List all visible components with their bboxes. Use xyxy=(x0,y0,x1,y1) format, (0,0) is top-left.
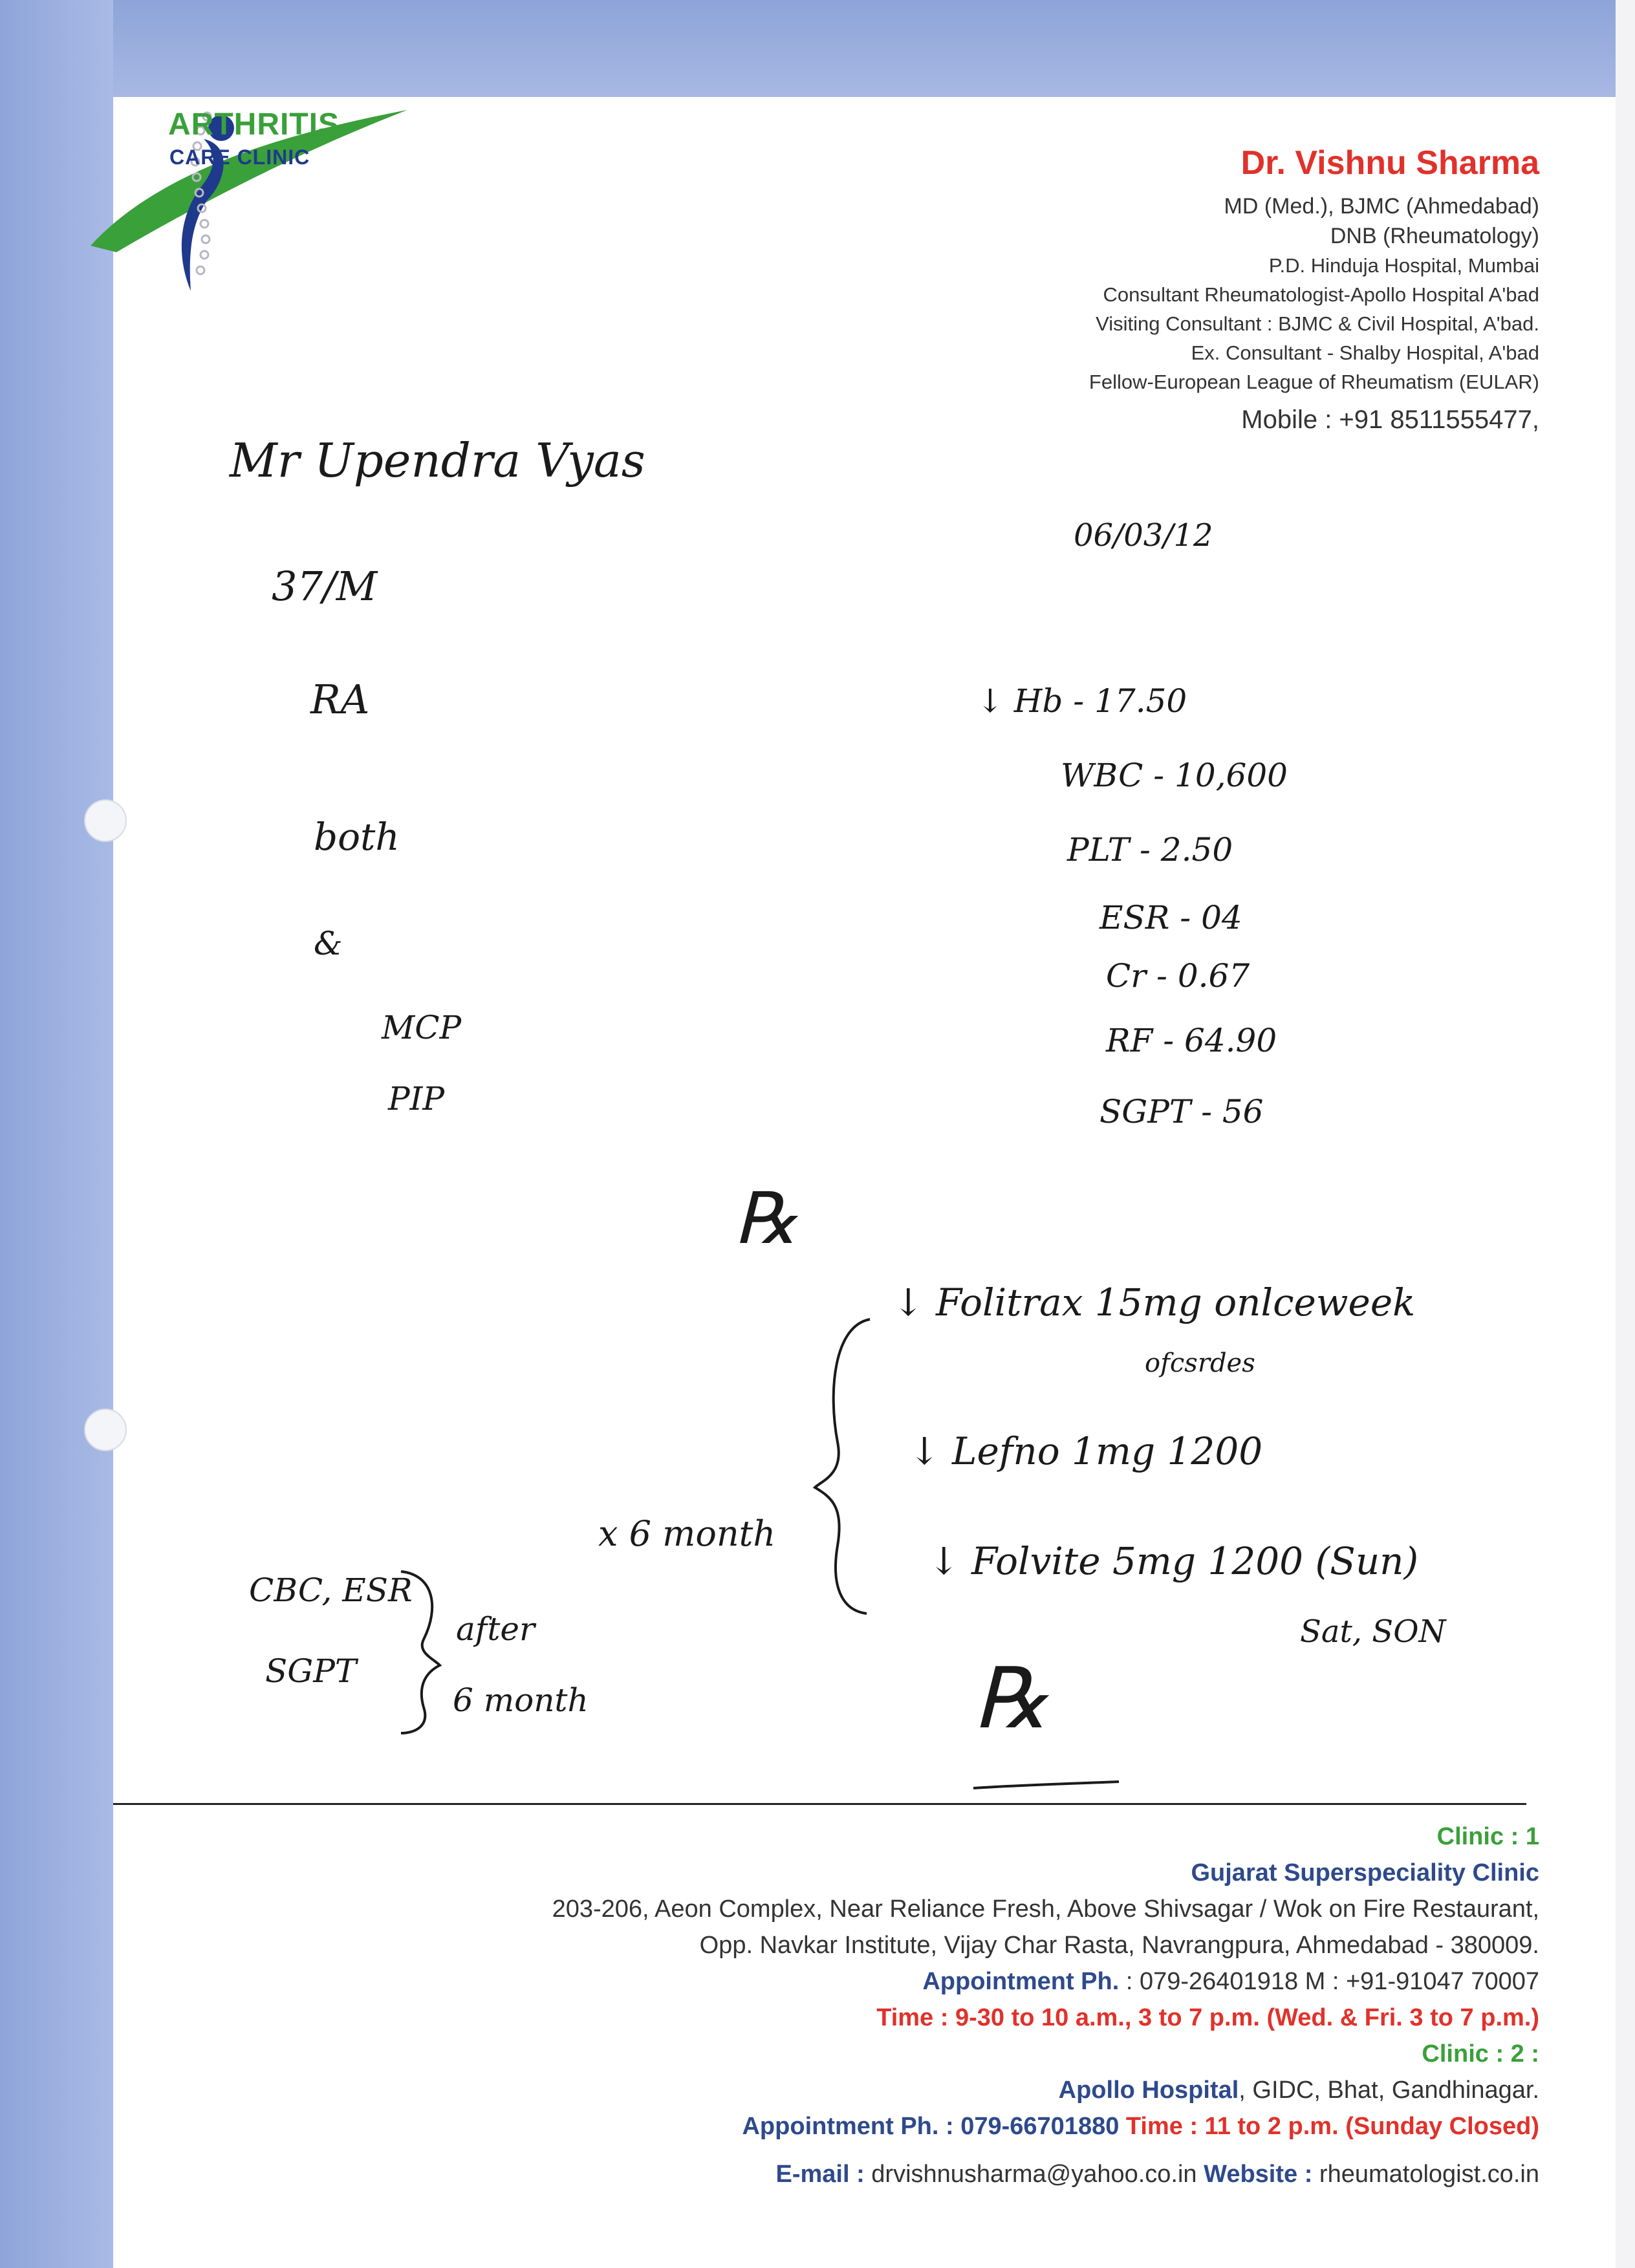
lab-result: ESR - 04 xyxy=(1099,899,1242,936)
clinic2-name: Apollo Hospital xyxy=(1058,2077,1239,2104)
email-address: drvishnusharma@yahoo.co.in xyxy=(864,2161,1204,2188)
punch-hole xyxy=(84,799,127,842)
clinic1-address: Opp. Navkar Institute, Vijay Char Rasta, Navrangpura, Ahmedabad - 380009. xyxy=(699,1932,1539,1959)
punch-hole xyxy=(84,1409,127,1451)
website-address: rheumatologist.co.in xyxy=(1312,2161,1539,2188)
lab-result: ↓ Hb - 17.50 xyxy=(977,682,1187,720)
clinic2-appointment-phone: Appointment Ph. : 079-66701880 xyxy=(742,2113,1120,2140)
clinic2-address-text: , GIDC, Bhat, Gandhinagar. xyxy=(1239,2077,1539,2104)
lab-result: Cr - 0.67 xyxy=(1106,957,1250,995)
qualification-line: DNB (Rheumatology) xyxy=(1330,224,1539,248)
lab-result: PLT - 2.50 xyxy=(1067,831,1233,869)
medicine-note: Sat, SON xyxy=(1300,1614,1446,1650)
medicine-line: ↓ Folitrax 15mg onlceweek xyxy=(893,1280,1416,1324)
clinic2-time: Time : 11 to 2 p.m. (Sunday Closed) xyxy=(1119,2113,1539,2140)
clinical-note: & xyxy=(314,925,343,962)
rx-symbol: ℞ xyxy=(734,1177,798,1260)
logo-subtitle: CARE CLINIC xyxy=(169,146,310,169)
clinic1-time: Time : 9-30 to 10 a.m., 3 to 7 p.m. (Wed. & Fri. 3 to 7 p.m.) xyxy=(876,2004,1539,2031)
clinical-note: PIP xyxy=(388,1080,445,1118)
right-edge xyxy=(1616,0,1635,2268)
lab-result: SGPT - 56 xyxy=(1099,1093,1264,1130)
followup-note: after xyxy=(456,1610,535,1648)
clinic1-appointment-value: : 079-26401918 M : +91-91047 70007 xyxy=(1119,1968,1539,1995)
affiliation-line: Ex. Consultant - Shalby Hospital, A'bad xyxy=(1191,341,1539,364)
clinical-note: both xyxy=(314,815,400,859)
medicine-line: ↓ Folvite 5mg 1200 (Sun) xyxy=(928,1539,1419,1583)
footer-divider xyxy=(113,1803,1526,1805)
clinic2-appointment xyxy=(552,2108,1539,2144)
treatment-duration: x 6 month xyxy=(598,1513,776,1554)
diagnosis: RA xyxy=(310,676,370,723)
prescription-date: 06/03/12 xyxy=(1074,517,1213,554)
logo-title: ARTHRITIS xyxy=(168,107,340,142)
followup-test: SGPT xyxy=(265,1652,357,1690)
affiliation-line: P.D. Hinduja Hospital, Mumbai xyxy=(1268,254,1539,277)
doctor-name: Dr. Vishnu Sharma xyxy=(1240,144,1539,182)
medicine-brace xyxy=(808,1313,880,1617)
affiliation-line: Visiting Consultant : BJMC & Civil Hospital, A'bad. xyxy=(1096,312,1539,335)
signature-stroke xyxy=(970,1772,1125,1798)
doctor-signature: ℞ xyxy=(973,1649,1049,1747)
email-label: E-mail : xyxy=(775,2161,865,2188)
clinic1-label: Clinic : 1 xyxy=(1436,1823,1539,1850)
patient-age-sex: 37/M xyxy=(272,563,378,610)
followup-brace xyxy=(395,1568,453,1736)
clinic1-appointment xyxy=(552,1963,1539,2000)
clinic2-label: Clinic : 2 : xyxy=(1422,2040,1539,2068)
clinic1-name: Gujarat Superspeciality Clinic xyxy=(1191,1859,1539,1886)
followup-test: CBC, ESR xyxy=(249,1571,413,1609)
website-label: Website : xyxy=(1204,2161,1313,2188)
patient-name: Mr Upendra Vyas xyxy=(230,433,645,488)
medicine-note: ofcsrdes xyxy=(1145,1348,1255,1378)
clinic1-appointment-label: Appointment Ph. xyxy=(922,1968,1120,1995)
lab-result: RF - 64.90 xyxy=(1106,1022,1277,1059)
header-band xyxy=(0,0,1635,97)
clinic-footer xyxy=(552,1819,1539,2192)
clinical-note: MCP xyxy=(382,1009,462,1046)
mobile-number: Mobile : +91 8511555477, xyxy=(1241,405,1539,434)
doctor-details xyxy=(1089,144,1539,435)
qualification-line: MD (Med.), BJMC (Ahmedabad) xyxy=(1224,194,1539,219)
medicine-line: ↓ Lefno 1mg 1200 xyxy=(909,1429,1263,1473)
affiliation-line: Fellow-European League of Rheumatism (EULAR) xyxy=(1088,371,1539,393)
clinic1-address: 203-206, Aeon Complex, Near Reliance Fresh, Above Shivsagar / Wok on Fire Restaurant, xyxy=(552,1895,1539,1923)
contact-line xyxy=(552,2156,1539,2192)
clinic2-address xyxy=(552,2072,1539,2108)
left-band xyxy=(0,0,113,2268)
followup-note: 6 month xyxy=(453,1681,589,1719)
lab-result: WBC - 10,600 xyxy=(1061,757,1288,794)
affiliation-line: Consultant Rheumatologist-Apollo Hospital A'bad xyxy=(1103,283,1539,306)
